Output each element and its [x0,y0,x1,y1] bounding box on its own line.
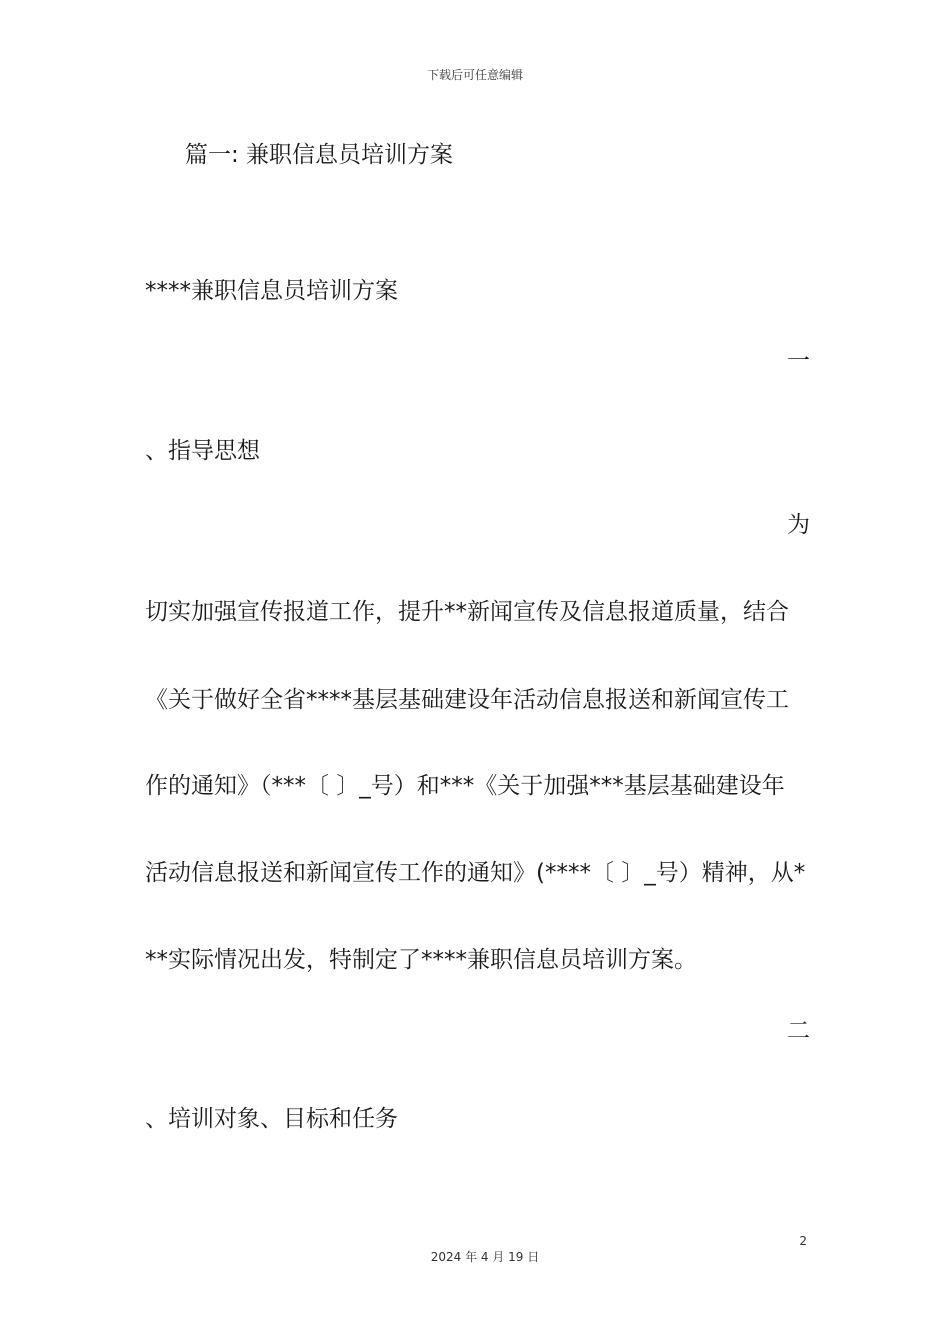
section2-number: 二 [787,1018,810,1044]
document-name: ****兼职信息员培训方案 [145,278,398,304]
para1-line: 切实加强宣传报道工作，提升**新闻宣传及信息报道质量，结合 [145,599,789,625]
para1-line: 作的通知》（***〔 〕_号）和***《关于加强***基层基础建设年 [145,773,785,799]
para1-line: 《关于做好全省****基层基础建设年活动信息报送和新闻宣传工 [145,687,789,713]
footer-date: 2024 年 4 月 19 日 [430,1250,540,1264]
para1-line: **实际情况出发，特制定了****兼职信息员培训方案。 [145,947,697,973]
page-number: 2 [799,1234,807,1248]
section2-heading: 、培训对象、目标和任务 [145,1106,398,1132]
section1-number: 一 [787,348,810,374]
header-note: 下载后可任意编辑 [426,68,523,82]
section1-heading: 、指导思想 [145,438,260,464]
para1-first-char: 为 [787,512,810,538]
para1-line: 活动信息报送和新闻宣传工作的通知》(****〔 〕_号）精神，从* [145,860,806,886]
document-title: 篇一: 兼职信息员培训方案 [185,142,454,168]
